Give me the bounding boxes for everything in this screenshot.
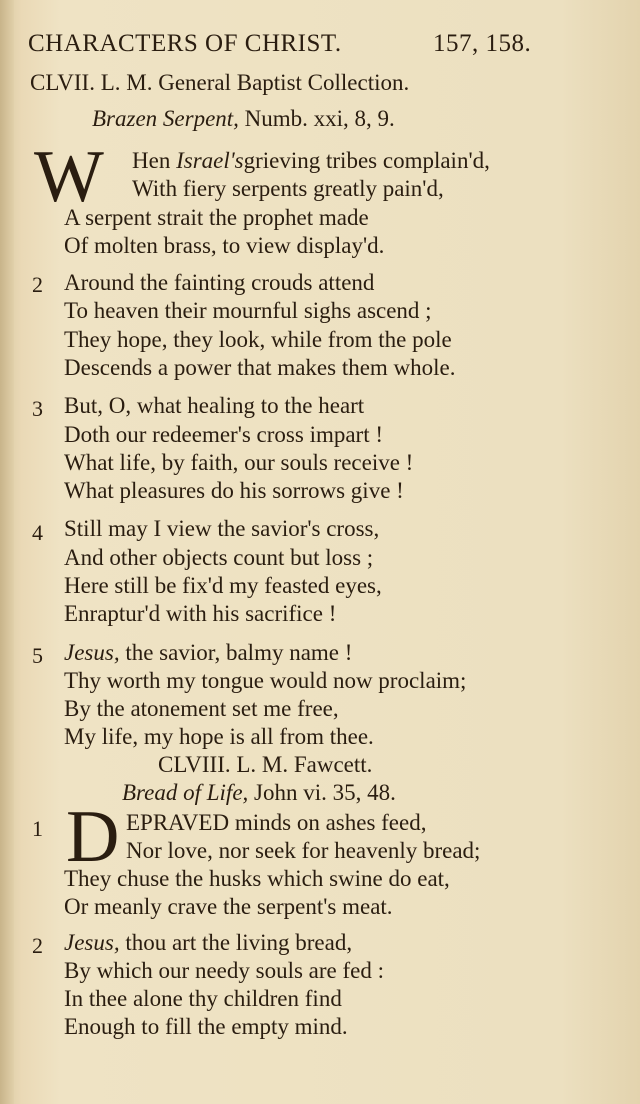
hymn-158-subject: Bread of Life, (122, 780, 249, 805)
hymn-157-reference: Numb. xxi, 8, 9. (244, 106, 395, 131)
verse-6-line-3: They chuse the husks which swine do eat, (64, 866, 450, 891)
verse-7-line-1-name: Jesus, (64, 930, 120, 955)
verse-1-line-1-name: Israel's (176, 148, 244, 173)
page-gutter (0, 0, 14, 1104)
verse-6-number: 1 (32, 816, 43, 841)
verse-5-line-1-name: Jesus, (64, 640, 120, 665)
hymn-158-subtitle (122, 780, 396, 806)
verse-1-line-1 (132, 148, 490, 174)
verse-6-line-4: Or meanly crave the serpent's meat. (64, 894, 393, 919)
hymn-158-reference: John vi. 35, 48. (254, 780, 396, 805)
page-numbers: 157, 158. (433, 30, 532, 57)
verse-2-line-2: To heaven their mournful sighs ascend ; (64, 298, 432, 323)
verse-5-line-4: My life, my hope is all from thee. (64, 724, 374, 749)
verse-5-line-1-rest: the savior, balmy name ! (125, 640, 353, 665)
verse-4-line-2: And other objects count but loss ; (64, 545, 374, 570)
verse-7-line-1-rest: thou art the living bread, (125, 930, 353, 955)
verse-5-line-2: Thy worth my tongue would now proclaim; (64, 668, 467, 693)
verse-1-line-4: Of molten brass, to view display'd. (64, 233, 385, 258)
verse-1-line-3: A serpent strait the prophet made (64, 205, 369, 230)
verse-5-number: 5 (32, 643, 43, 668)
running-header (28, 30, 628, 58)
verse-3-line-2: Doth our redeemer's cross impart ! (64, 422, 384, 447)
hymn-158-title: CLVIII. L. M. Fawcett. (158, 752, 373, 777)
verse-3-number: 3 (32, 396, 43, 421)
hymn-157-title: CLVII. L. M. General Baptist Collection. (30, 70, 410, 95)
verse-5-line-3: By the atonement set me free, (64, 696, 339, 721)
verse-2-line-3: They hope, they look, while from the pole (64, 327, 452, 352)
verse-7-line-3: In thee alone thy children find (64, 986, 342, 1011)
hymn-157-subject: Brazen Serpent, (92, 106, 239, 131)
verse-2-line-4: Descends a power that makes them whole. (64, 355, 456, 380)
verse-1-line-1-end: grieving tribes complain'd, (243, 148, 490, 173)
verse-4-line-3: Here still be fix'd my feasted eyes, (64, 573, 382, 598)
verse-4-line-1: Still may I view the savior's cross, (64, 516, 380, 541)
verse-2-number: 2 (32, 272, 43, 297)
verse-7-line-1 (64, 930, 352, 956)
hymn-157-subtitle (92, 106, 395, 132)
verse-4-line-4: Enraptur'd with his sacrifice ! (64, 601, 337, 626)
verse-7-line-2: By which our needy souls are fed : (64, 958, 385, 983)
verse-6-line-2: Nor love, nor seek for heavenly bread; (126, 838, 481, 863)
verse-5-line-1 (64, 640, 352, 666)
verse-4-number: 4 (32, 520, 43, 545)
verse-3-line-1: But, O, what healing to the heart (64, 393, 365, 418)
verse-7-number: 2 (32, 933, 43, 958)
verse-7-line-4: Enough to fill the empty mind. (64, 1014, 348, 1039)
header-title: CHARACTERS OF CHRIST. (28, 30, 342, 57)
verse-1-line-2: With fiery serpents greatly pain'd, (132, 176, 444, 201)
verse-2-line-1: Around the fainting crouds attend (64, 270, 375, 295)
verse-1-line-1-start: Hen (132, 148, 171, 173)
dropcap-d: D (66, 796, 120, 878)
dropcap-w: W (34, 136, 104, 218)
verse-6-line-1: EPRAVED minds on ashes feed, (126, 810, 427, 835)
verse-3-line-3: What life, by faith, our souls receive ! (64, 450, 414, 475)
verse-3-line-4: What pleasures do his sorrows give ! (64, 478, 404, 503)
